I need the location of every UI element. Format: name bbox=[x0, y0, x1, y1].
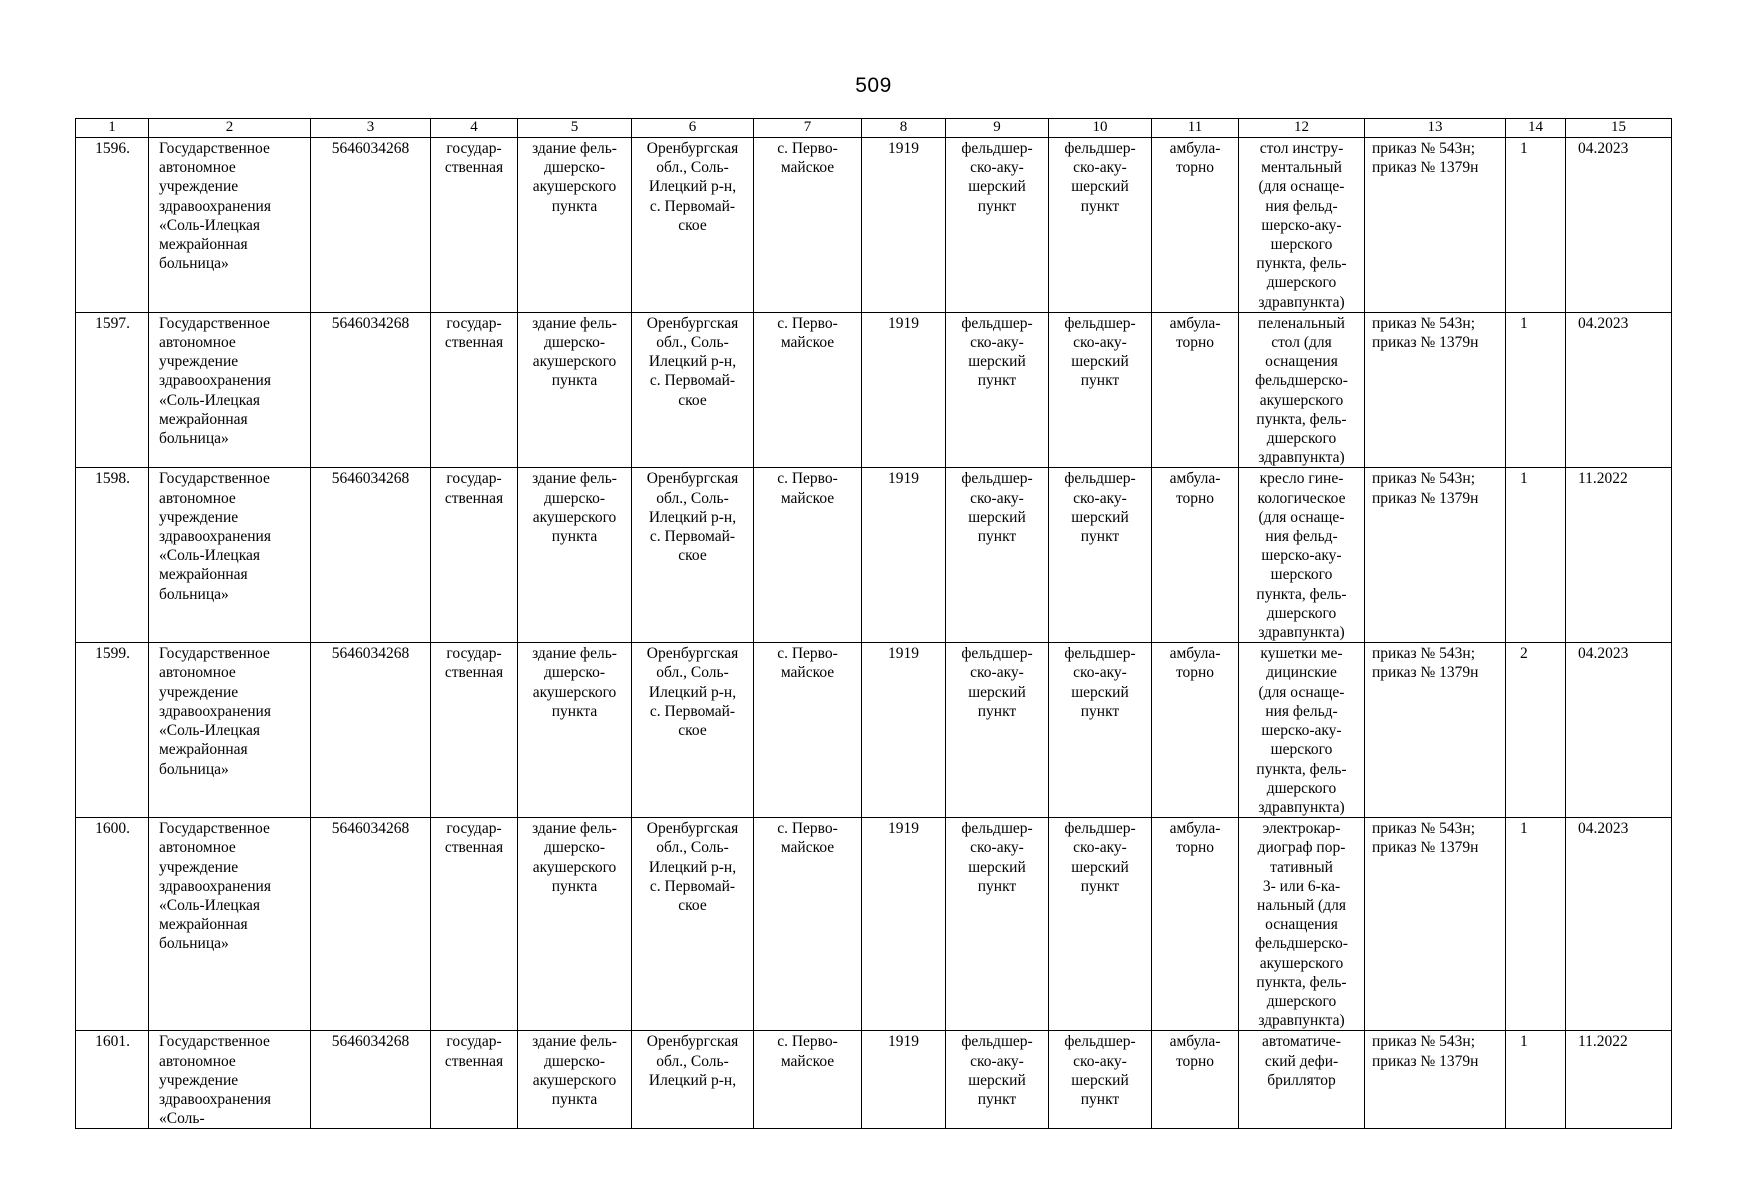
inn: 5646034268 bbox=[311, 312, 431, 468]
date: 04.2023 bbox=[1566, 138, 1672, 313]
unit-type: фельдшер- ско-аку- шерский пункт bbox=[946, 818, 1049, 1031]
date: 11.2022 bbox=[1566, 1031, 1672, 1129]
unit-type: фельдшер- ско-аку- шерский пункт bbox=[946, 1031, 1049, 1129]
year: 1919 bbox=[862, 468, 946, 643]
unit-type-2: фельдшер- ско-аку- шерский пункт bbox=[1049, 818, 1152, 1031]
equipment: кушетки ме- дицинские (для оснаще- ния фельд- шерско-аку- шерского пункта, фель- дшерского здравпункта) bbox=[1239, 643, 1365, 818]
table-row bbox=[76, 468, 1672, 643]
ownership: государ- ственная bbox=[431, 643, 518, 818]
address: Оренбургская обл., Соль- Илецкий р-н, с. Первомай- ское bbox=[632, 312, 754, 468]
quantity: 2 bbox=[1506, 643, 1566, 818]
address: Оренбургская обл., Соль- Илецкий р-н, с. Первомай- ское bbox=[632, 468, 754, 643]
ownership: государ- ственная bbox=[431, 1031, 518, 1129]
date: 04.2023 bbox=[1566, 312, 1672, 468]
table-row bbox=[76, 643, 1672, 818]
organization-name: Государственное автономное учреждение здравоохранения «Соль-Илецкая межрайонная больница» bbox=[149, 312, 311, 468]
address: Оренбургская обл., Соль- Илецкий р-н, с. Первомай- ское bbox=[632, 818, 754, 1031]
row-number: 1599. bbox=[76, 643, 149, 818]
ownership: государ- ственная bbox=[431, 312, 518, 468]
quantity: 1 bbox=[1506, 1031, 1566, 1129]
inn: 5646034268 bbox=[311, 1031, 431, 1129]
address: Оренбургская обл., Соль- Илецкий р-н, bbox=[632, 1031, 754, 1129]
column-header: 2 bbox=[149, 119, 311, 138]
unit-type: фельдшер- ско-аку- шерский пункт bbox=[946, 138, 1049, 313]
unit-type-2: фельдшер- ско-аку- шерский пункт bbox=[1049, 312, 1152, 468]
column-header: 4 bbox=[431, 119, 518, 138]
inn: 5646034268 bbox=[311, 468, 431, 643]
locality: с. Перво- майское bbox=[754, 643, 862, 818]
building: здание фель- дшерско- акушерского пункта bbox=[518, 468, 632, 643]
year: 1919 bbox=[862, 312, 946, 468]
building: здание фель- дшерско- акушерского пункта bbox=[518, 643, 632, 818]
care-mode: амбула- торно bbox=[1152, 138, 1239, 313]
table-row bbox=[76, 138, 1672, 313]
locality: с. Перво- майское bbox=[754, 1031, 862, 1129]
column-header: 9 bbox=[946, 119, 1049, 138]
table-row bbox=[76, 312, 1672, 468]
order: приказ № 543н; приказ № 1379н bbox=[1365, 138, 1506, 313]
date: 11.2022 bbox=[1566, 468, 1672, 643]
locality: с. Перво- майское bbox=[754, 138, 862, 313]
inn: 5646034268 bbox=[311, 643, 431, 818]
equipment: кресло гине- кологическое (для оснаще- ния фельд- шерско-аку- шерского пункта, фель- дшерского здравпункта) bbox=[1239, 468, 1365, 643]
column-header: 13 bbox=[1365, 119, 1506, 138]
quantity: 1 bbox=[1506, 138, 1566, 313]
row-number: 1597. bbox=[76, 312, 149, 468]
column-header: 8 bbox=[862, 119, 946, 138]
locality: с. Перво- майское bbox=[754, 468, 862, 643]
year: 1919 bbox=[862, 1031, 946, 1129]
equipment: пеленальный стол (для оснащения фельдшерско- акушерского пункта, фель- дшерского здравпункта) bbox=[1239, 312, 1365, 468]
year: 1919 bbox=[862, 138, 946, 313]
care-mode: амбула- торно bbox=[1152, 1031, 1239, 1129]
unit-type-2: фельдшер- ско-аку- шерский пункт bbox=[1049, 468, 1152, 643]
column-header: 14 bbox=[1506, 119, 1566, 138]
care-mode: амбула- торно bbox=[1152, 818, 1239, 1031]
organization-name: Государственное автономное учреждение здравоохранения «Соль-Илецкая межрайонная больница» bbox=[149, 643, 311, 818]
quantity: 1 bbox=[1506, 312, 1566, 468]
inn: 5646034268 bbox=[311, 138, 431, 313]
equipment: стол инстру- ментальный (для оснаще- ния фельд- шерско-аку- шерского пункта, фель- дшерского здравпункта) bbox=[1239, 138, 1365, 313]
unit-type: фельдшер- ско-аку- шерский пункт bbox=[946, 312, 1049, 468]
organization-name: Государственное автономное учреждение здравоохранения «Соль-Илецкая межрайонная больница» bbox=[149, 468, 311, 643]
organization-name: Государственное автономное учреждение здравоохранения «Соль-Илецкая межрайонная больница» bbox=[149, 818, 311, 1031]
order: приказ № 543н; приказ № 1379н bbox=[1365, 643, 1506, 818]
building: здание фель- дшерско- акушерского пункта bbox=[518, 138, 632, 313]
column-header: 3 bbox=[311, 119, 431, 138]
row-number: 1596. bbox=[76, 138, 149, 313]
care-mode: амбула- торно bbox=[1152, 312, 1239, 468]
locality: с. Перво- майское bbox=[754, 312, 862, 468]
locality: с. Перво- майское bbox=[754, 818, 862, 1031]
order: приказ № 543н; приказ № 1379н bbox=[1365, 312, 1506, 468]
order: приказ № 543н; приказ № 1379н bbox=[1365, 468, 1506, 643]
column-header: 5 bbox=[518, 119, 632, 138]
care-mode: амбула- торно bbox=[1152, 643, 1239, 818]
date: 04.2023 bbox=[1566, 643, 1672, 818]
column-header: 15 bbox=[1566, 119, 1672, 138]
date: 04.2023 bbox=[1566, 818, 1672, 1031]
column-number-row bbox=[76, 119, 1672, 138]
year: 1919 bbox=[862, 818, 946, 1031]
row-number: 1600. bbox=[76, 818, 149, 1031]
table-row bbox=[76, 1031, 1672, 1129]
column-header: 12 bbox=[1239, 119, 1365, 138]
row-number: 1598. bbox=[76, 468, 149, 643]
row-number: 1601. bbox=[76, 1031, 149, 1129]
order: приказ № 543н; приказ № 1379н bbox=[1365, 1031, 1506, 1129]
page-number: 509 bbox=[855, 74, 892, 97]
ownership: государ- ственная bbox=[431, 818, 518, 1031]
unit-type-2: фельдшер- ско-аку- шерский пункт bbox=[1049, 1031, 1152, 1129]
ownership: государ- ственная bbox=[431, 138, 518, 313]
organization-name: Государственное автономное учреждение здравоохранения «Соль- bbox=[149, 1031, 311, 1129]
equipment: электрокар- диограф пор- тативный 3- или 6-ка- нальный (для оснащения фельдшерско- акушерского пункта, фель- дшерского здравпункта) bbox=[1239, 818, 1365, 1031]
equipment: автоматиче- ский дефи- бриллятор bbox=[1239, 1031, 1365, 1129]
column-header: 6 bbox=[632, 119, 754, 138]
quantity: 1 bbox=[1506, 818, 1566, 1031]
quantity: 1 bbox=[1506, 468, 1566, 643]
inn: 5646034268 bbox=[311, 818, 431, 1031]
unit-type-2: фельдшер- ско-аку- шерский пункт bbox=[1049, 643, 1152, 818]
registry-table bbox=[75, 118, 1672, 1129]
building: здание фель- дшерско- акушерского пункта bbox=[518, 818, 632, 1031]
building: здание фель- дшерско- акушерского пункта bbox=[518, 312, 632, 468]
column-header: 11 bbox=[1152, 119, 1239, 138]
order: приказ № 543н; приказ № 1379н bbox=[1365, 818, 1506, 1031]
unit-type: фельдшер- ско-аку- шерский пункт bbox=[946, 468, 1049, 643]
ownership: государ- ственная bbox=[431, 468, 518, 643]
year: 1919 bbox=[862, 643, 946, 818]
building: здание фель- дшерско- акушерского пункта bbox=[518, 1031, 632, 1129]
unit-type: фельдшер- ско-аку- шерский пункт bbox=[946, 643, 1049, 818]
address: Оренбургская обл., Соль- Илецкий р-н, с. Первомай- ское bbox=[632, 138, 754, 313]
column-header: 10 bbox=[1049, 119, 1152, 138]
table-row bbox=[76, 818, 1672, 1031]
address: Оренбургская обл., Соль- Илецкий р-н, с. Первомай- ское bbox=[632, 643, 754, 818]
organization-name: Государственное автономное учреждение здравоохранения «Соль-Илецкая межрайонная больница» bbox=[149, 138, 311, 313]
column-header: 7 bbox=[754, 119, 862, 138]
care-mode: амбула- торно bbox=[1152, 468, 1239, 643]
unit-type-2: фельдшер- ско-аку- шерский пункт bbox=[1049, 138, 1152, 313]
column-header: 1 bbox=[76, 119, 149, 138]
